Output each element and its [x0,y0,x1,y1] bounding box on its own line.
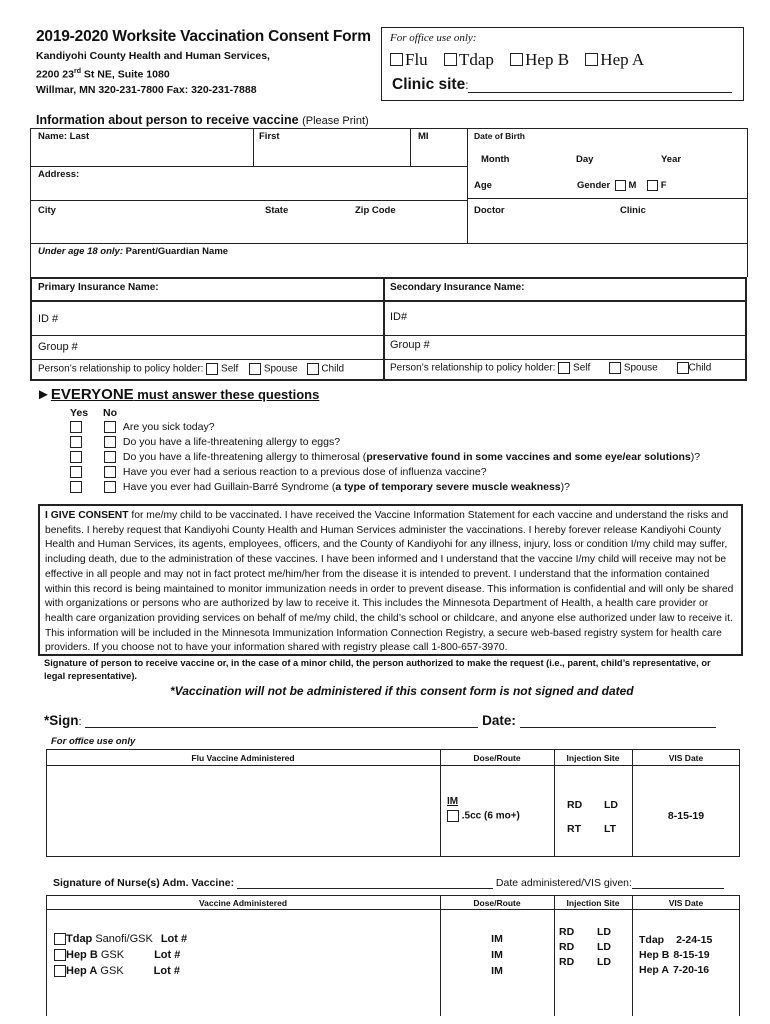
col-dose-route: Dose/Route [473,753,521,763]
site-ld[interactable]: LD [604,799,618,811]
question-text: Have you ever had Guillain-Barré Syndrome ( [122,481,336,493]
site-ld-column [597,925,611,970]
route-column [440,931,554,979]
info-heading [36,113,369,127]
col-flu-vaccine: Flu Vaccine Administered [191,753,295,763]
everyone-rest: must answer these questions [133,387,320,402]
secondary-relationship [390,362,711,374]
guardian-text: Parent/Guardian Name [123,246,229,257]
vis-row [639,963,712,978]
address-sup: rd [73,68,81,75]
everyone-heading [36,386,319,403]
agency-name: Kandiyohi County Health and Human Services, [36,50,270,62]
flu-dose [447,810,520,822]
label-primary-group: Group # [38,341,78,353]
agency-block [36,49,270,98]
child-label: Child [688,362,712,374]
vaccine-name: Hep A [66,965,98,977]
sign-row [44,713,716,728]
label-gender: Gender [577,180,611,192]
clinic-colon: : [465,78,469,92]
label-f: F [660,180,667,192]
label-city: City [38,205,56,216]
child-label: Child [321,363,345,375]
yes-checkbox[interactable] [70,451,82,463]
option-label: Hep A [600,50,645,69]
primary-spouse-checkbox[interactable] [249,363,261,375]
question-text: Are you sick today? [122,421,215,433]
sign-label: *Sign [44,713,79,728]
primary-relationship [38,363,344,375]
question-bold: preservative found in some vaccines and some eye/ear solutions [366,451,691,463]
clinic-site-text: Clinic site [392,76,466,93]
option-hepa[interactable] [585,50,644,69]
col-injection-site: Injection Site [566,753,620,763]
vis-date: 7-20-16 [672,964,710,976]
vaccine-maker: Sanofi/GSK [92,933,153,945]
vaccine-row-hepb [54,947,187,963]
self-label: Self [573,362,591,374]
question-text-end: )? [690,451,701,463]
option-flu[interactable] [390,50,428,69]
site-ld[interactable]: LD [597,941,611,953]
site-rd[interactable]: RD [559,926,575,938]
question-text: Have you ever had a serious reaction to a previous dose of influenza vaccine? [122,466,487,478]
label-no: No [103,407,117,419]
spouse-label: Spouse [623,362,658,374]
vaccine-row-tdap [54,931,187,947]
arrow-right-icon: ► [36,386,51,403]
question-row [70,466,487,478]
question-row [70,436,340,448]
checkbox-icon[interactable] [510,53,523,66]
label-secondary-id: ID# [390,311,408,323]
label-year: Year [661,154,682,165]
agency-phone: Willmar, MN 320-231-7800 Fax: 320-231-7888 [36,83,257,96]
label-secondary-group: Group # [390,339,430,351]
site-rd[interactable]: RD [567,799,583,811]
flu-dose-label: .5cc (6 mo+) [461,810,520,822]
gender-m-checkbox[interactable] [615,180,626,191]
label-guardian [38,246,228,257]
label-primary-insurance: Primary Insurance Name: [38,282,159,293]
question-row [70,481,570,493]
nurse-signature-row [53,877,724,889]
consent-text-box [38,504,743,656]
hepa-checkbox[interactable] [54,965,66,977]
route-im: IM [491,965,503,977]
agency-address [36,64,270,83]
option-label: Tdap [458,50,494,69]
label-clinic: Clinic [620,205,646,216]
yes-checkbox[interactable] [70,481,82,493]
signature-field[interactable] [85,716,478,728]
vaccine-options [390,50,656,70]
route-im: IM [491,949,503,961]
question-row [70,421,215,433]
question-bold: a type of temporary severe muscle weakness [335,481,561,493]
yes-checkbox[interactable] [70,436,82,448]
vis-date: 8-15-19 [673,949,710,961]
route-im: IM [491,933,503,945]
secondary-self-checkbox[interactable] [558,362,570,374]
office-only-label: For office use only [51,736,136,747]
checkbox-icon[interactable] [444,53,457,66]
vaccine-maker: GSK [97,965,124,977]
clinic-site-label [392,76,469,94]
date-field[interactable] [520,716,716,728]
primary-self-checkbox[interactable] [206,363,218,375]
label-age: Age [474,180,492,191]
yes-checkbox[interactable] [70,421,82,433]
label-day: Day [576,154,594,165]
vis-row [639,933,712,948]
col-dose-route: Dose/Route [473,898,521,908]
clinic-site-field[interactable] [468,92,732,93]
label-state: State [265,205,289,216]
relationship-label: Person’s relationship to policy holder: [38,363,204,375]
label-month: Month [481,154,510,165]
checkbox-icon[interactable] [390,53,403,66]
date-administered-field[interactable] [632,879,724,889]
no-checkbox[interactable] [104,421,116,433]
secondary-child-checkbox[interactable] [677,362,689,374]
label-last-name: Name: Last [38,131,90,142]
date-administered-label: Date administered/VIS given: [495,877,632,889]
vis-vaccine: Hep A [639,964,669,976]
lot-label: Lot # [160,933,188,945]
label-mi: MI [418,131,429,142]
vis-dates [639,933,712,978]
site-rd[interactable]: RD [559,941,575,953]
question-text: Do you have a life-threatening allergy to thimerosal ( [122,451,367,463]
checkbox-icon[interactable] [585,53,598,66]
col-vis-date: VIS Date [668,753,704,763]
consent-body: for me/my child to be vaccinated. I have received the Vaccine Information Statement for each vaccine and understand the risks and benefits. I hereby request that Kandiyohi County Health and Human Services administer the vaccinations. I hereby forever release Kandiyohi County Health and Human Services, its agents, employees, officers, and the County of Kandiyohi for any illness, injury, loss or condition I/my child may suffer, including death, due to the administration of these vaccines. I have been informed and I understand that the vaccine I/my child will receive may not be effective in all people and may not in fact protect me/him/her from the disease it is intended to prevent. I understand that the information contained within this record is being maintained to monitor immunization needs in order to prevent disease. This information is confidential and will only be shared with organizations or persons who are authorized by law to receive it. This includes the Minnesota Department of Health, a health care provider or health care organization providing services on behalf of me/my child, the child’s school or childcare, and anyone else authorized under law to receive it. This information will be included in the Minnesota Immunization Information Connection Registry, a secure web-based registry system for health care providers. If you choose not to have your information shared with registry please call 1-800-657-3970. [45,510,734,654]
label-doctor: Doctor [474,205,505,216]
no-checkbox[interactable] [104,466,116,478]
spouse-label: Spouse [263,363,298,375]
col-injection-site: Injection Site [566,898,620,908]
yes-checkbox[interactable] [70,466,82,478]
vis-row [639,948,712,963]
site-rd-column [559,925,574,970]
info-heading-note: (Please Print) [302,115,369,127]
lot-label: Lot # [154,949,181,961]
no-checkbox[interactable] [104,436,116,448]
date-label: Date: [482,713,516,728]
vaccine-maker: GSK [97,949,125,961]
question-text-end: )? [560,481,570,493]
sign-colon: : [78,716,82,728]
gender-group [577,180,667,191]
option-hepb[interactable] [510,50,569,69]
gender-f-checkbox[interactable] [647,180,658,191]
primary-child-checkbox[interactable] [307,363,319,375]
option-tdap[interactable] [444,50,494,69]
info-heading-text: Information about person to receive vaccine [36,113,299,127]
label-m: M [628,180,637,192]
office-use-box [381,27,744,101]
label-first-name: First [259,131,280,142]
site-ld[interactable]: LD [597,956,611,968]
tdap-checkbox[interactable] [54,933,66,945]
label-dob: Date of Birth [474,131,525,141]
consent-lead: I GIVE CONSENT [45,510,129,521]
address-post: St NE, Suite 1080 [80,68,170,81]
col-vaccine: Vaccine Administered [198,898,288,908]
vaccine-name: Hep B [66,949,98,961]
vis-vaccine: Tdap [639,934,665,946]
vis-date: 2-24-15 [676,934,713,946]
vaccine-list [54,931,187,979]
flu-vis-date: 8-15-19 [667,810,705,822]
label-zip: Zip Code [355,205,396,216]
address-pre: 2200 23 [36,68,74,81]
guardian-italic: Under age 18 only: [38,246,123,257]
label-primary-id: ID # [38,313,59,325]
option-label: Hep B [525,50,570,69]
flu-dose-checkbox[interactable] [447,810,459,822]
no-checkbox[interactable] [104,481,116,493]
nurse-signature-field[interactable] [237,879,493,889]
col-vis-date: VIS Date [668,898,704,908]
site-ld[interactable]: LD [597,926,611,938]
site-rt[interactable]: RT [567,823,581,835]
vis-vaccine: Hep B [639,949,670,961]
vaccine-row-hepa [54,963,187,979]
vaccine-name: Tdap [66,933,93,945]
relationship-label: Person’s relationship to policy holder: [390,362,556,374]
signature-note: Signature of person to receive vaccine or, in the case of a minor child, the person authorized to make the request (i.e., parent, child’s representative, or legal representative). [44,658,711,681]
question-row [70,451,700,463]
option-label: Flu [405,50,428,69]
secondary-spouse-checkbox[interactable] [609,362,621,374]
self-label: Self [221,363,239,375]
site-lt[interactable]: LT [604,823,617,835]
consent-warning: *Vaccination will not be administered if this consent form is not signed and dated [170,684,634,698]
no-checkbox[interactable] [104,451,116,463]
form-title: 2019-2020 Worksite Vaccination Consent Form [36,28,371,45]
question-text: Do you have a life-threatening allergy to eggs? [122,436,341,448]
lot-label: Lot # [153,965,180,977]
everyone-word: EVERYONE [50,386,134,403]
office-use-label: For office use only: [390,32,477,44]
label-secondary-insurance: Secondary Insurance Name: [390,282,525,293]
flu-route-im: IM [447,796,459,807]
label-yes: Yes [70,407,89,419]
hepb-checkbox[interactable] [54,949,66,961]
label-address: Address: [38,169,80,180]
site-rd[interactable]: RD [559,956,575,968]
nurse-signature-label: Signature of Nurse(s) Adm. Vaccine: [53,877,235,889]
